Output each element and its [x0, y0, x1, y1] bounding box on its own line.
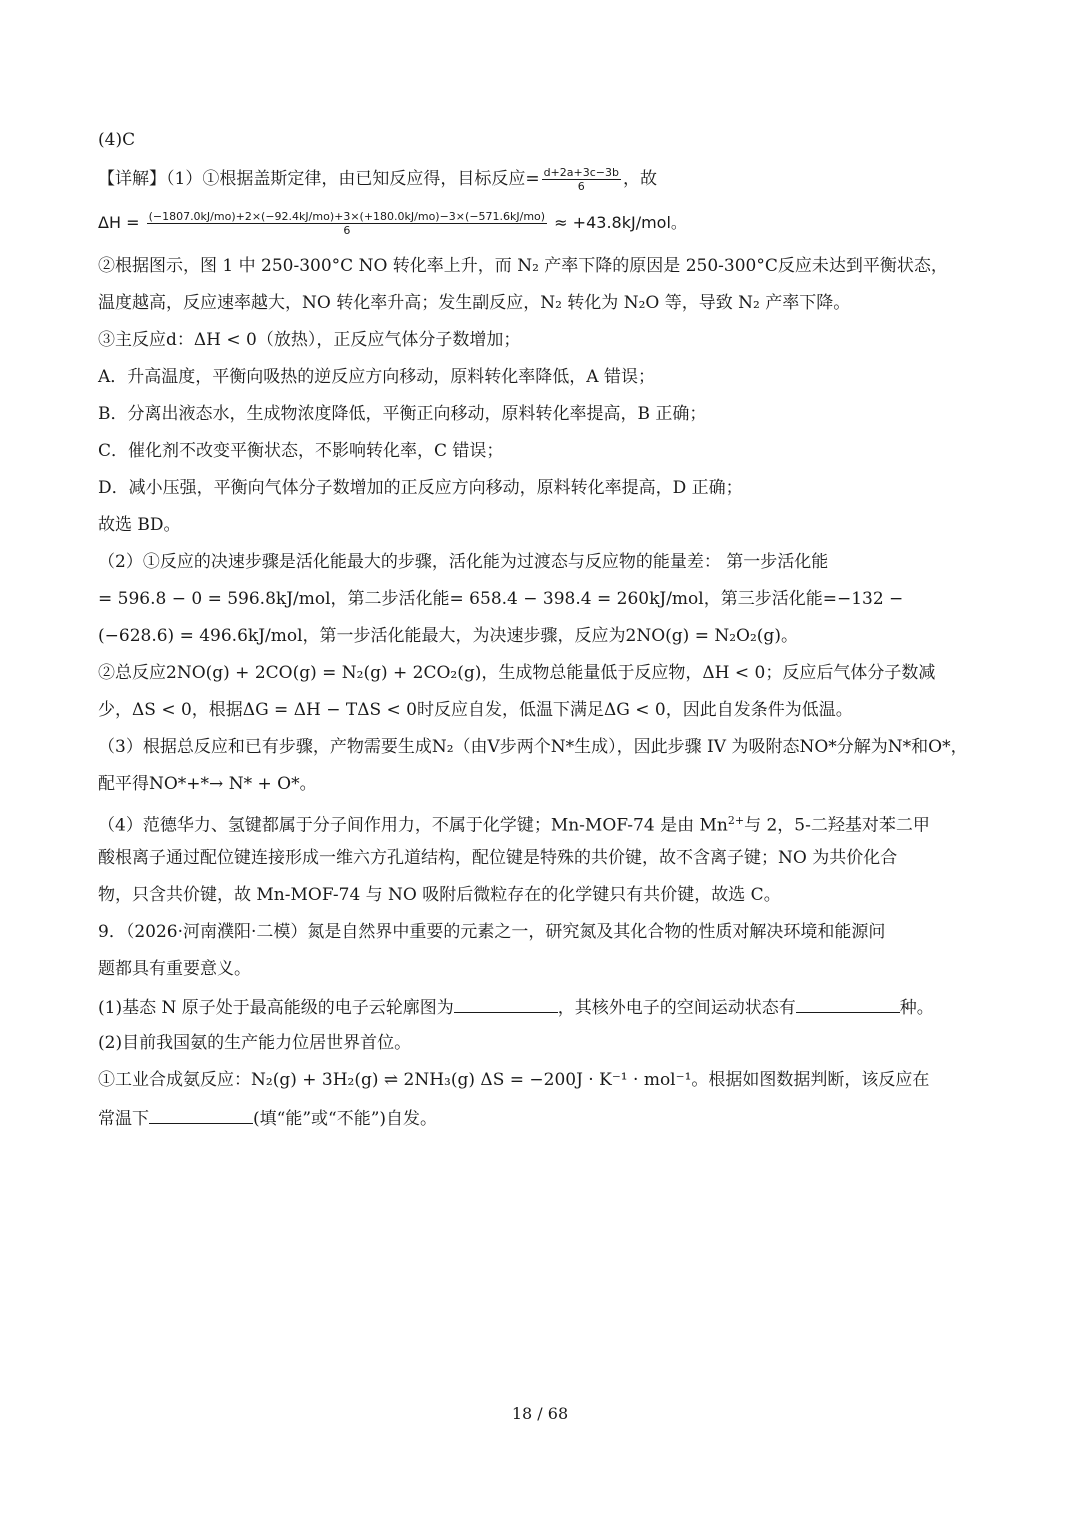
detail-heading-line: [98, 166, 988, 193]
paragraph-line: 故选 BD。: [98, 515, 181, 535]
paragraph-line: = 596.8 − 0 = 596.8kJ/mol，第二步活化能= 658.4 − 398.4 = 260kJ/mol，第三步活化能=−132 −: [98, 589, 904, 609]
text: (填“能”或“不能”)自发。: [253, 1109, 438, 1129]
fraction: [542, 166, 621, 193]
paragraph-line: [98, 1105, 988, 1131]
option-d: D．减小压强，平衡向气体分子数增加的正反应方向移动，原料转化率提高，D 正确；: [98, 478, 743, 498]
text: 【详解】（1）①根据盖斯定律，由已知反应得，目标反应=: [98, 169, 540, 189]
text: 与 2，5-二羟基对苯二甲: [744, 815, 930, 836]
fraction-denominator: 6: [577, 180, 585, 193]
text: ΔH =: [98, 213, 145, 232]
text: （4）范德华力、氢键都属于分子间作用力，不属于化学键；Mn-MOF-74 是由 Mn: [98, 815, 728, 836]
fraction-denominator: 6: [343, 224, 351, 237]
paragraph-line: （3）根据总反应和已有步骤，产物需要生成N₂（由V步两个N*生成），因此步骤 IV 为吸附态NO*分解为N*和O*，: [98, 737, 968, 757]
paragraph-line: ③主反应d：ΔH < 0（放热），正反应气体分子数增加；: [98, 330, 521, 350]
question-9-part-1: [98, 994, 988, 1020]
option-a: A．升高温度，平衡向吸热的逆反应方向移动，原料转化率降低，A 错误；: [98, 367, 655, 387]
paragraph-line: 酸根离子通过配位键连接形成一维六方孔道结构，配位键是特殊的共价键，故不含离子键；NO 为共价化合: [98, 848, 898, 868]
text: 常温下: [98, 1109, 149, 1129]
fraction-numerator: d+2a+3c−3b: [543, 166, 619, 179]
text: 种。: [899, 998, 934, 1018]
paragraph-line: (−628.6) = 496.6kJ/mol，第一步活化能最大，为决速步骤，反应为2NO(g) = N₂O₂(g)。: [98, 626, 798, 646]
option-b: B．分离出液态水，生成物浓度降低，平衡正向移动，原料转化率提高，B 正确；: [98, 404, 707, 424]
paragraph-line: [98, 809, 988, 838]
page-number: 18 / 68: [511, 1404, 569, 1423]
superscript: 2+: [727, 814, 745, 827]
answer-blank[interactable]: [149, 1105, 253, 1124]
paragraph-line: 题都具有重要意义。: [98, 959, 251, 979]
text: ，其核外电子的空间运动状态有: [557, 998, 796, 1018]
fraction: [147, 210, 548, 237]
text: (1)基态 N 原子处于最高能级的电子云轮廓图为: [98, 998, 454, 1018]
option-c: C．催化剂不改变平衡状态，不影响转化率，C 错误；: [98, 441, 504, 461]
text: ，故: [622, 169, 657, 189]
answer-4: (4)C: [98, 130, 136, 150]
paragraph-line: ②总反应2NO(g) + 2CO(g) = N₂(g) + 2CO₂(g)，生成物总能量低于反应物，ΔH < 0；反应后气体分子数减: [98, 663, 936, 683]
question-9-part-2: (2)目前我国氨的生产能力位居世界首位。: [98, 1033, 412, 1053]
answer-blank[interactable]: [454, 994, 558, 1013]
paragraph-line: 物，只含共价键，故 Mn-MOF-74 与 NO 吸附后微粒存在的化学键只有共价键，故选 C。: [98, 885, 781, 905]
question-9: 9．（2026·河南濮阳·二模）氮是自然界中重要的元素之一，研究氮及其化合物的性质对解决环境和能源问: [98, 922, 886, 942]
answer-blank[interactable]: [796, 994, 900, 1013]
fraction-numerator: (−1807.0kJ/mo)+2×(−92.4kJ/mo)+3×(+180.0kJ/mo)−3×(−571.6kJ/mo): [148, 210, 546, 223]
paragraph-line: 温度越高，反应速率越大，NO 转化率升高；发生副反应，N₂ 转化为 N₂O 等，导致 N₂ 产率下降。: [98, 293, 851, 313]
paragraph-line: 少，ΔS < 0，根据ΔG = ΔH − TΔS < 0时反应自发，低温下满足ΔG < 0，因此自发条件为低温。: [98, 700, 853, 720]
paragraph-line: ①工业合成氨反应：N₂(g) + 3H₂(g) ⇌ 2NH₃(g) ΔS = −200J · K⁻¹ · mol⁻¹。根据如图数据判断，该反应在: [98, 1070, 930, 1090]
paragraph-line: （2）①反应的决速步骤是活化能最大的步骤，活化能为过渡态与反应物的能量差： 第一步活化能: [98, 552, 829, 572]
delta-h-equation: [98, 210, 988, 237]
paragraph-line: ②根据图示，图 1 中 250-300°C NO 转化率上升，而 N₂ 产率下降的原因是 250-300°C反应未达到平衡状态，: [98, 256, 948, 276]
paragraph-line: 配平得NO*+*→ N* + O*。: [98, 774, 317, 794]
text: ≈ +43.8kJ/mol。: [549, 213, 687, 232]
